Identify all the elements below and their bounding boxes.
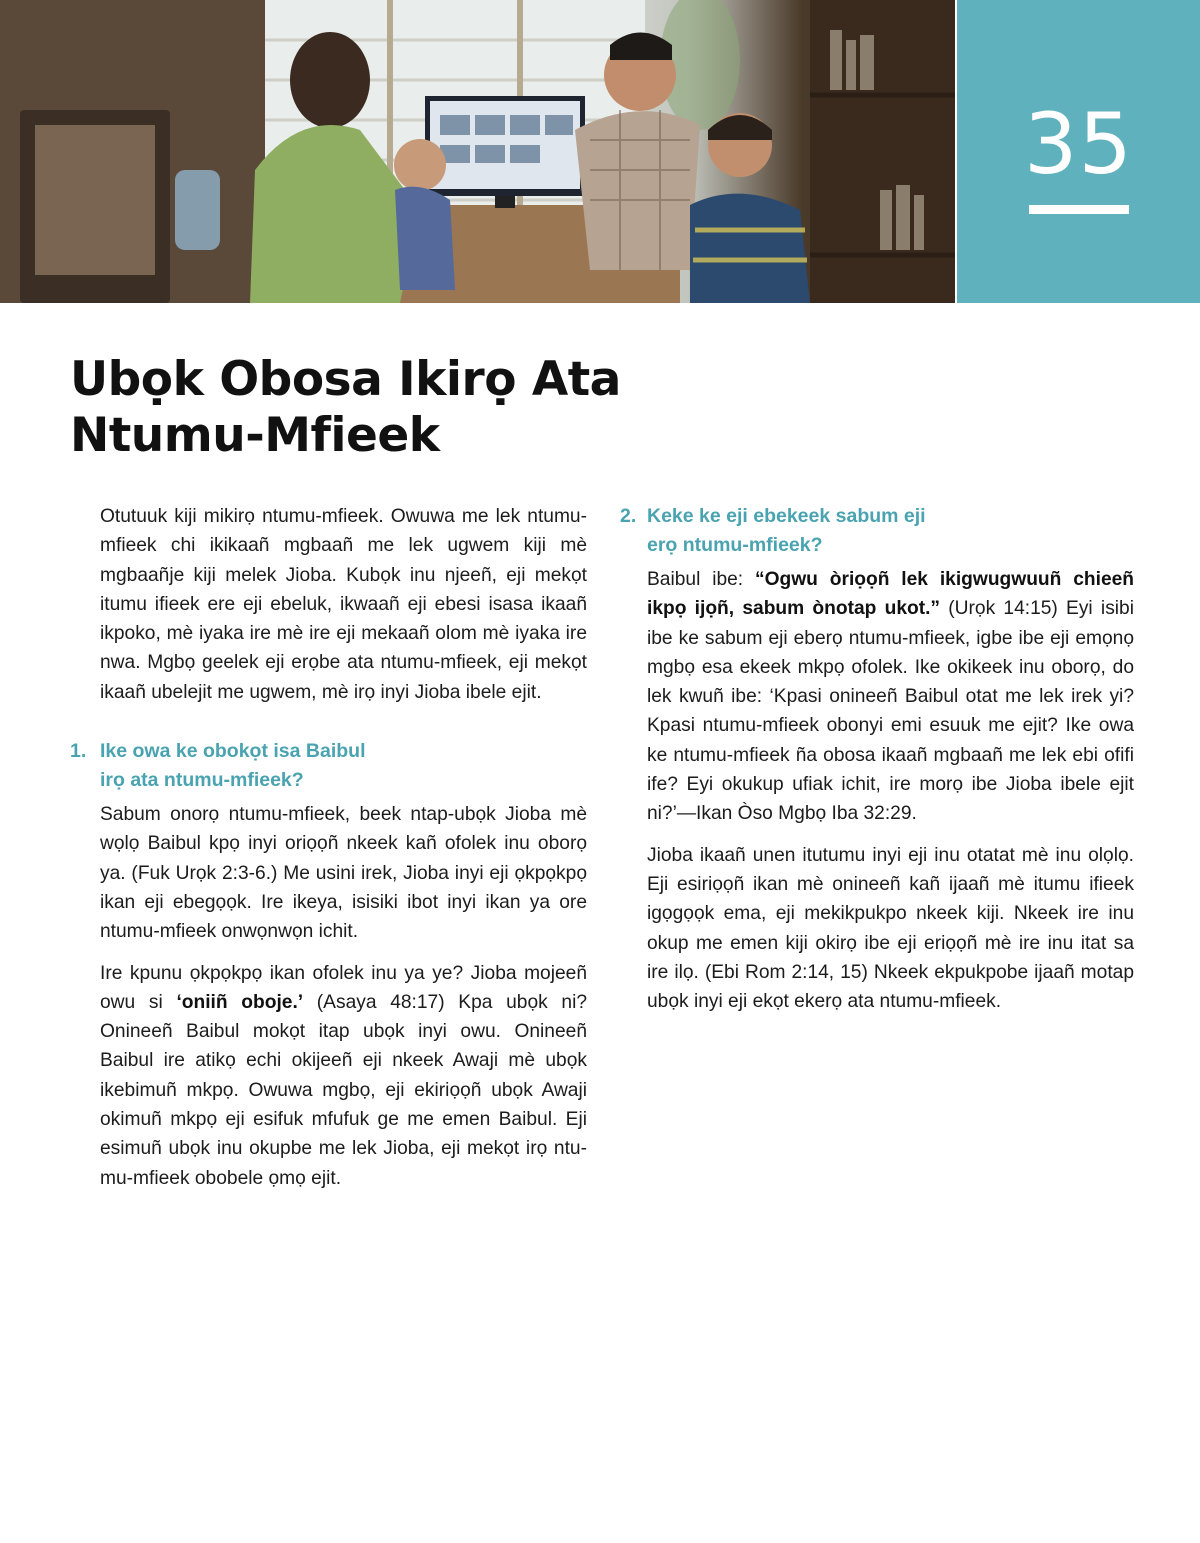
question-1-number: 1.: [70, 740, 87, 763]
question-2-number: 2.: [620, 505, 637, 527]
section-1-p2-bold: ‘oniiñ oboje.’: [176, 991, 304, 1013]
page-title-line1: Ubọk Obosa Ikirọ Ata: [70, 352, 621, 407]
family-computer-illustration: [0, 0, 955, 303]
page-title-line2: Ntumu-Mfieek: [70, 408, 440, 463]
left-column: [70, 502, 587, 1205]
question-2-line1: Keke ke eji ebekeek sabum eji: [647, 505, 926, 527]
section-2-p1-text-a: Baibul ibe:: [647, 569, 756, 590]
question-1-heading: [70, 737, 587, 795]
right-column: [620, 502, 1134, 1028]
header-photo: [0, 0, 955, 303]
section-2-paragraph-1: [620, 565, 1134, 829]
section-2-p1-bold: “Ogwu òriọọñ lek ikigwugwuuñ chieeñ ikpọ ijọñ, sabum ònotap ukot.”: [647, 569, 1135, 620]
lesson-number-box: [957, 0, 1200, 303]
lesson-number-underline: [1029, 205, 1129, 214]
section-1-paragraph-2: [70, 959, 587, 1193]
section-1-p2-text-b: (Asaya 48:17) Kpa ubọk ni? Onineeñ Baibul mokọt itap ubọk inyi owu. Onineeñ Baibul ire atikọ echi okijeeñ eji nkeek Awaji mè ubọk ikebimuñ mkpọ. Owuwa mgbọ, eji ekiriọọñ ubọk Awaji okimuñ mkpọ eji esifuk mfufuk ge me emen Baibul. Eji esimuñ ubọk inu okupbe me lek Jioba, eji mekọt irọ ntumu-mfieek obobele ọmọ ejit.: [100, 991, 588, 1189]
intro-paragraph: Otutuuk kiji mikirọ ntumu-mfieek. Owuwa me lek ntumu-mfieek chi ikikaañ mgbaañ me lek ugwem kiji mè mgbaañje kiji melek Jioba. Kubọk inu njeeñ, eji mekọt itumu ifieek ere eji ebeluk, ikwaañ eji ebesi isasa ikaañ ikpoko, mè iyaka ire mè ire eji mekaañ olom mè iyaka ire nwa. Mgbọ geelek eji erọbe ata ntumu-mfieek, eji mekọt ikaañ ubelejit me ugwem, mè irọ inyi Jioba ibele ejit.: [100, 506, 587, 703]
section-1-paragraph-1: Sabum onorọ ntumu-mfieek, beek ntap-ubọk Jioba mè wọlọ Baibul kpọ inyi oriọọñ nkeek kañ ofolek inu oborọ ya. (Fuk Urọk 2:3-6.) Me usini irek, Jioba inyi eji ọkpọkpọ ikan eji ebegọọk. Ire ikeya, isisiki ibot inyi ikan ya ore ntumu-mfieek onwọnwọn ichit.: [100, 804, 587, 943]
question-1-line1: Ike owa ke obokọt isa Baibul: [100, 740, 366, 763]
question-1-line2: irọ ata ntumu-mfieek?: [100, 769, 304, 792]
section-2-p1-text-b: (Urọk 14:15) Eyi isibi ibe ke sabum eji eberọ ntumu-mfieek, igbe ibe eji emọnọ mgbọ esa ekeek mkpọ ofolek. Ike okikeek inu oborọ, do lek kwuñ ibe: ‘Kpasi onineeñ Baibul otat me lek irek yi? Kpasi ntumu-mfieek obonyi emi esuuk me ejit? Ike owa ke ntumu-mfieek ña obosa ikaañ mgbaañ me lek ebi ofifi ife? Eyi okukup ufiak ichit, ire morọ ibe Jioba ibele ejit ni?’—Ikan Òso Mgbọ Iba 32:29.: [647, 598, 1134, 825]
question-2-line2: erọ ntumu-mfieek?: [647, 534, 823, 556]
section-1-p2-text-a: Ire kpunu ọkpọkpọ ikan ofolek inu ya ye? Jioba mojeeñ owu si: [100, 962, 587, 1013]
question-2-heading: [620, 502, 1134, 560]
lesson-number: 35: [1024, 95, 1133, 193]
page-title: [70, 352, 770, 464]
section-2-paragraph-2: Jioba ikaañ unen itutumu inyi eji inu otatat mè inu olọlọ. Eji esiriọọñ ikan mè onineeñ kañ ijaañ mè itumu ifieek igọgọọk ema, eji mekikpukpo nkeek kiji. Nkeek ire inu okup me emen kiji okirọ ibe eji eriọọñ mè ire inu itat sa ire ilọ. (Ebi Rom 2:14, 15) Nkeek ekpukpobe ijaañ motap ubọk inyi eji ekọt ekerọ ata ntumu-mfieek.: [647, 844, 1134, 1013]
